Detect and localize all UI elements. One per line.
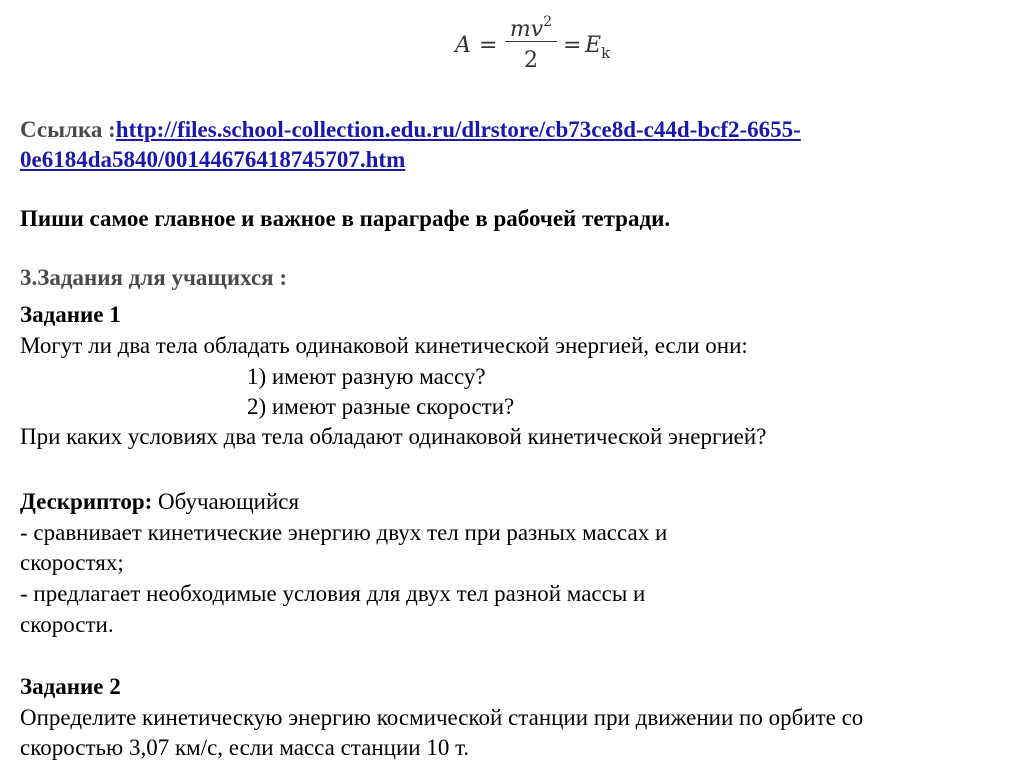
formula-equals-2: = <box>563 33 582 58</box>
instruction-text: Пиши самое главное и важное в параграфе в рабочей тетради. <box>20 206 671 231</box>
descriptor-line <box>20 487 299 518</box>
formula-denominator: 2 <box>524 48 538 73</box>
descriptor-label: Дескриптор: <box>20 489 153 514</box>
task2-line-2: скоростью 3,07 км/с, если масса станции 10 т. <box>20 735 470 760</box>
reference-line-2 <box>20 145 405 176</box>
reference-link-part-1[interactable]: http://files.school-collection.edu.ru/dlrstore/cb73ce8d-c44d-bcf2-6655- <box>115 117 801 142</box>
task1-question: Могут ли два тела обладать одинаковой кинетической энергией, если они: <box>20 333 748 358</box>
descriptor-point-2-line-1: - предлагает необходимые условия для двух тел разной массы и <box>20 581 646 606</box>
task2-heading: Задание 2 <box>20 674 121 699</box>
task1-option-2: 2) имеют разные скорости? <box>247 394 515 419</box>
reference-label: Ссылка : <box>20 117 116 142</box>
section-heading: 3.Задания для учащихся : <box>20 265 287 290</box>
formula-rhs-symbol: E <box>585 33 602 58</box>
reference-link-part-2[interactable]: 0e6184da5840/00144676418745707.htm <box>20 147 406 172</box>
task2-line-1: Определите кинетическую энергию космической станции при движении по орбите со <box>20 705 864 730</box>
task1-followup: При каких условиях два тела обладают одинаковой кинетической энергией? <box>20 424 767 449</box>
descriptor-point-1-line-2: скоростях; <box>20 550 124 575</box>
descriptor-intro: Обучающийся <box>152 489 300 514</box>
formula-exponent: 2 <box>543 14 553 30</box>
formula-rhs <box>585 33 610 62</box>
formula-numerator <box>505 5 557 42</box>
formula-lhs: A <box>455 33 471 58</box>
task1-option-1: 1) имеют разную массу? <box>247 364 486 389</box>
formula-equals-1: = <box>479 33 498 58</box>
descriptor-point-2-line-2: скорости. <box>20 612 114 637</box>
kinetic-energy-formula <box>455 0 635 84</box>
descriptor-point-1-line-1: - сравнивает кинетические энергию двух тел при разных массах и <box>20 520 668 545</box>
formula-fraction <box>505 5 557 76</box>
formula-rhs-subscript: k <box>601 44 611 62</box>
reference-line-1 <box>20 115 801 146</box>
task1-heading: Задание 1 <box>20 302 121 327</box>
formula-numerator-text: mv <box>509 17 544 42</box>
